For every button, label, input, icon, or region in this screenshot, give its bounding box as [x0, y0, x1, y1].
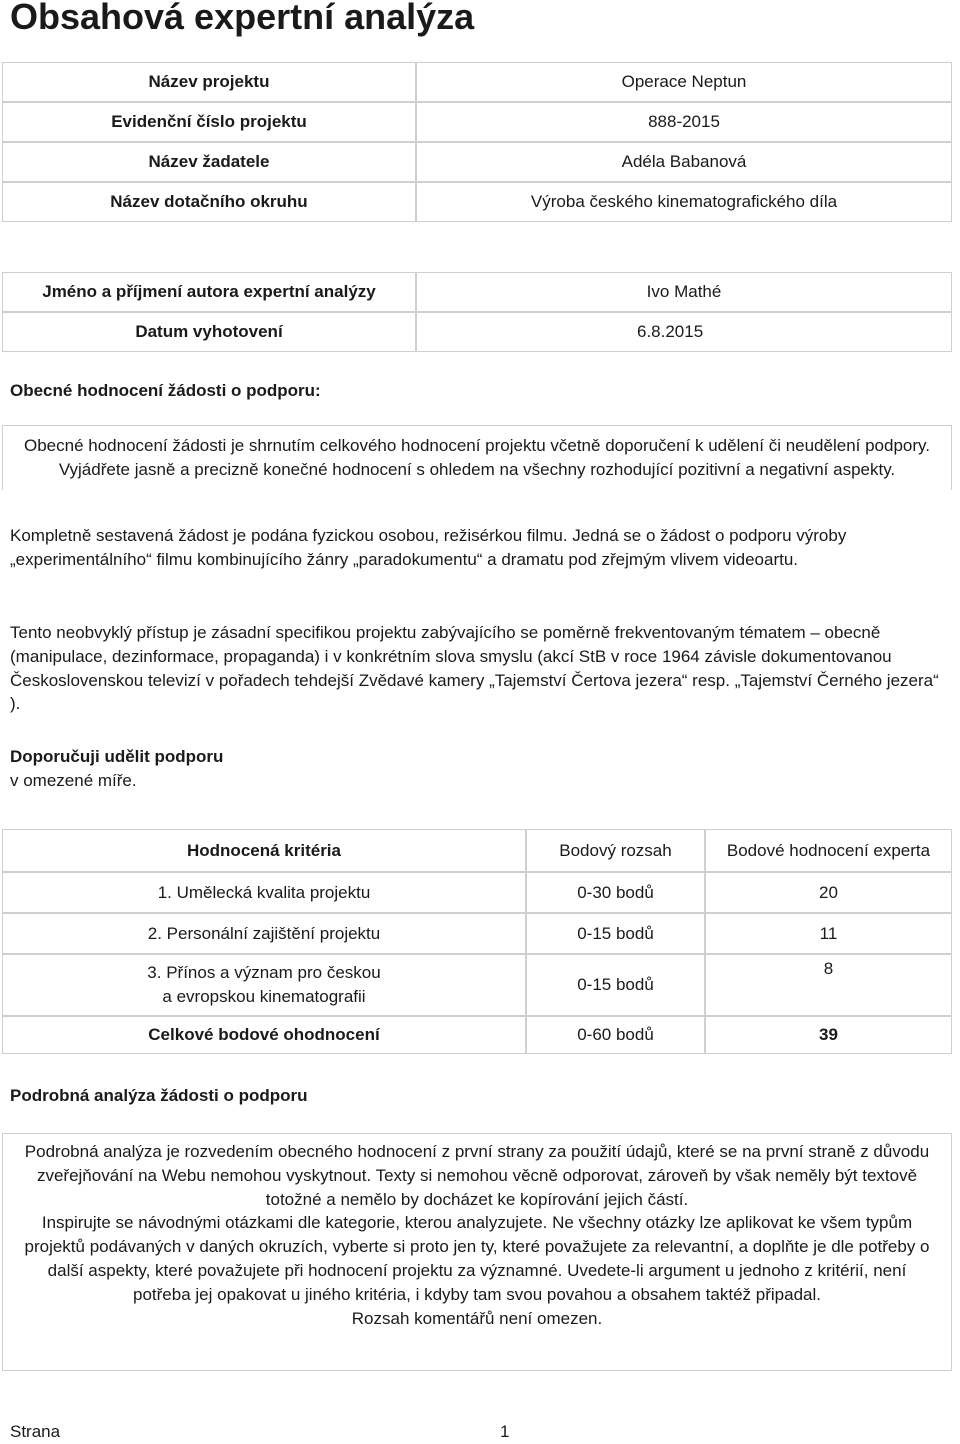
detailed-instructions: [2, 1133, 952, 1371]
grant-area-value: Výroba českého kinematografického díla: [416, 182, 952, 222]
footer-page-label: Strana: [10, 1422, 61, 1441]
table-row: [2, 312, 952, 352]
table-row: [2, 182, 952, 222]
range-header: Bodový rozsah: [526, 829, 705, 872]
table-row: [2, 272, 952, 312]
table-row: [2, 1016, 952, 1054]
date-value: 6.8.2015: [416, 312, 952, 352]
general-paragraph-2: Tento neobvyklý přístup je zásadní specifikou projektu zabývajícího se poměrně frekventovaným tématem – obecně (manipulace, dezinformace, propaganda) i v konkrétním slova smyslu (akcí StB v roce 1964 závisle dokumentovanou Československou televizí v pořadech tehdejší Zvědavé kamery „Tajemství Čertova jezera“ resp. „Tajemství Černého jezera“ ).: [10, 623, 939, 714]
applicant-label: Název žadatele: [2, 142, 416, 182]
detailed-heading: Podrobná analýza žádosti o podporu: [10, 1086, 308, 1105]
date-label: Datum vyhotovení: [2, 312, 416, 352]
criterion-score: 20: [705, 872, 952, 913]
footer-page-number: 1: [500, 1422, 510, 1441]
author-name-label: Jméno a příjmení autora expertní analýzy: [2, 272, 416, 312]
general-paragraph-1: Kompletně sestavená žádost je podána fyzickou osobou, režisérkou filmu. Jedná se o žádost o podporu výroby „experimentálního“ filmu kombinujícího žánry „paradokumentu“ a dramatu pod zřejmým vlivem videoartu.: [10, 526, 847, 569]
table-row: [2, 913, 952, 954]
author-table: [2, 272, 952, 352]
criterion-score: 8: [705, 954, 952, 1016]
table-row: [2, 102, 952, 142]
criterion-label: 3. Přínos a význam pro českou a evropskou kinematografii: [2, 954, 526, 1016]
criterion-range: 0-15 bodů: [526, 913, 705, 954]
table-row: [2, 142, 952, 182]
recommendation: [10, 745, 223, 793]
applicant-value: Adéla Babanová: [416, 142, 952, 182]
project-info-table: [2, 62, 952, 222]
page-title: Obsahová expertní analýza: [10, 0, 475, 37]
grant-area-label: Název dotačního okruhu: [2, 182, 416, 222]
table-row: [2, 62, 952, 102]
detailed-text-2: Inspirujte se návodnými otázkami dle kategorie, kterou analyzujete. Ne všechny otázky lze aplikovat ke všem typům projektů podávaných v daných okruzích, vyberte si proto jen ty, které považujete za relevantní, a doplňte je dle potřeby o další aspekty, které považujete při hodnocení projektu za významné. Uvedete-li argument u jednoho z kritérií, není potřeba jej opakovat u jiného kritéria, i kdyby tam svou povahou a obsahem taktéž připadal.: [24, 1213, 930, 1304]
criteria-table: [2, 829, 952, 1054]
general-instructions: Obecné hodnocení žádosti je shrnutím celkového hodnocení projektu včetně doporučení k udělení či neudělení podpory. Vyjádřete jasně a precizně konečné hodnocení s ohledem na všechny rozhodující pozitivní a negativní aspekty.: [2, 425, 952, 490]
criterion-label: 2. Personální zajištění projektu: [2, 913, 526, 954]
criterion-score: 11: [705, 913, 952, 954]
recommendation-bold: Doporučuji udělit podporu: [10, 747, 224, 766]
total-score: 39: [705, 1016, 952, 1054]
criterion-range: 0-15 bodů: [526, 954, 705, 1016]
table-row: [2, 829, 952, 872]
total-label: Celkové bodové ohodnocení: [2, 1016, 526, 1054]
criterion-range: 0-30 bodů: [526, 872, 705, 913]
criterion-label: 1. Umělecká kvalita projektu: [2, 872, 526, 913]
criteria-header: Hodnocená kritéria: [2, 829, 526, 872]
project-number-label: Evidenční číslo projektu: [2, 102, 416, 142]
detailed-text-3: Rozsah komentářů není omezen.: [351, 1308, 603, 1328]
table-row: [2, 872, 952, 913]
score-header: Bodové hodnocení experta: [705, 829, 952, 872]
recommendation-rest: v omezené míře.: [10, 770, 137, 790]
total-range: 0-60 bodů: [526, 1016, 705, 1054]
general-heading: Obecné hodnocení žádosti o podporu:: [10, 381, 321, 400]
project-name-label: Název projektu: [2, 62, 416, 102]
author-name-value: Ivo Mathé: [416, 272, 952, 312]
table-row: [2, 954, 952, 1016]
project-number-value: 888-2015: [416, 102, 952, 142]
detailed-text-1: Podrobná analýza je rozvedením obecného hodnocení z první strany za použití údajů, které se na první straně z důvodu zveřejňování na Webu nemohou vyskytnout. Texty si nemohou věcně odporovat, zároveň by však neměly být textově totožné a nemělo by docházet ke kopírování jejich částí.: [24, 1142, 930, 1209]
project-name-value: Operace Neptun: [416, 62, 952, 102]
